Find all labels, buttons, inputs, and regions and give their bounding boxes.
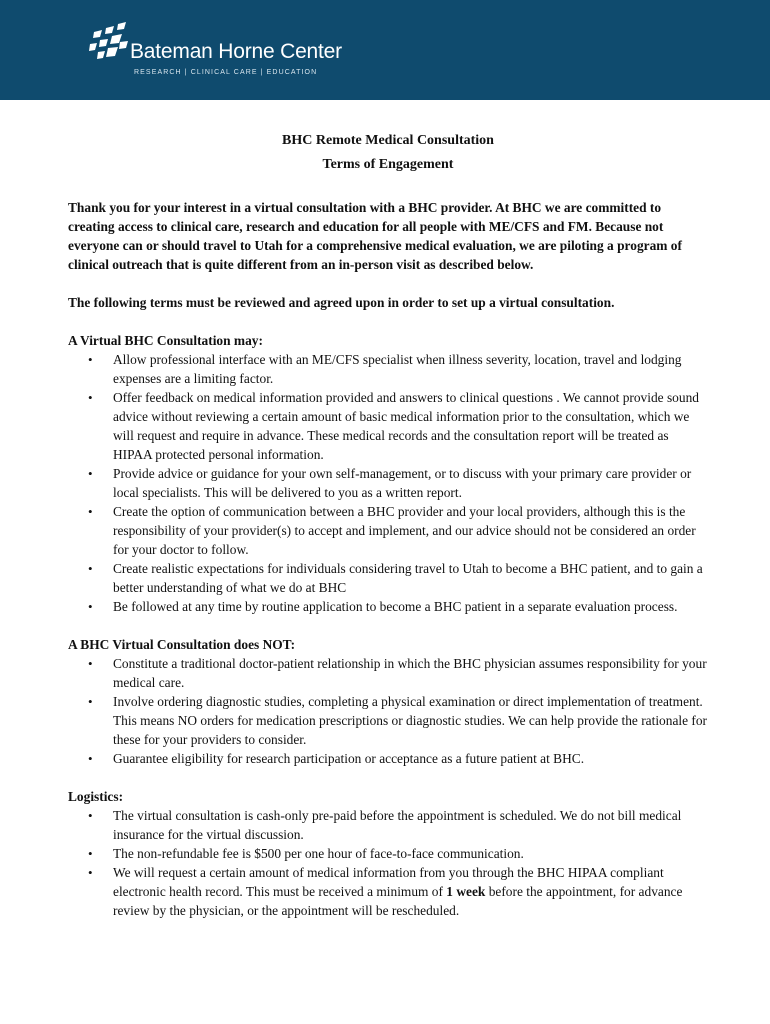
not-item: • Guarantee eligibility for research participation or acceptance as a future patient at BHC.	[113, 749, 708, 768]
logistics-item: • The virtual consultation is cash-only pre-paid before the appointment is scheduled. We do not bill medical insurance for the virtual discussion.	[113, 806, 708, 844]
may-item: • Be followed at any time by routine application to become a BHC patient in a separate evaluation process.	[113, 597, 708, 616]
not-list	[68, 654, 708, 768]
may-list	[68, 350, 708, 616]
logistics-item	[113, 863, 708, 920]
brand-name: Bateman Horne Center	[130, 40, 342, 63]
may-item: • Create realistic expectations for individuals considering travel to Utah to become a BHC patient, and to gain a better understanding of what we do at BHC	[113, 559, 708, 597]
not-heading: A BHC Virtual Consultation does NOT:	[68, 637, 296, 652]
intro-paragraph: Thank you for your interest in a virtual consultation with a BHC provider. At BHC we are committed to creating access to clinical care, research and education for all people with ME/CFS and FM. Because not everyone can or should travel to Utah for a comprehensive medical evaluation, we are piloting a program of clinical outreach that is quite different from an in-person visit as described below.	[68, 200, 682, 272]
logistics-heading: Logistics:	[68, 789, 124, 804]
may-item: • Provide advice or guidance for your own self-management, or to discuss with your primary care provider or local specialists. This will be delivered to you as a written report.	[113, 464, 708, 502]
document-subtitle: Terms of Engagement	[322, 157, 454, 172]
brand-tagline: RESEARCH | CLINICAL CARE | EDUCATION	[134, 69, 318, 76]
header-banner	[0, 0, 770, 100]
logistics-item: • The non-refundable fee is $500 per one hour of face-to-face communication.	[113, 844, 708, 863]
logistics-item-text: before the appointment, for advance review by the physician, or the appointment will be rescheduled.	[113, 884, 683, 918]
may-item: • Create the option of communication between a BHC provider and your local providers, although this is the responsibility of your provider(s) to accept and implement, and our advice should not be considered an order for your doctor to follow.	[113, 502, 708, 559]
logistics-list	[68, 806, 708, 920]
logistics-item-bold: 1 week	[446, 884, 486, 899]
bhc-logo-icon	[88, 22, 136, 64]
may-item: • Allow professional interface with an ME/CFS specialist when illness severity, location, travel and lodging expenses are a limiting factor.	[113, 350, 708, 388]
not-item: • Constitute a traditional doctor-patient relationship in which the BHC physician assumes responsibility for your medical care.	[113, 654, 708, 692]
terms-note: The following terms must be reviewed and agreed upon in order to set up a virtual consultation.	[68, 295, 615, 310]
may-item: • Offer feedback on medical information provided and answers to clinical questions . We cannot provide sound advice without reviewing a certain amount of basic medical information prior to the consultation, which we will request and require in advance. These medical records and the consultation report will be treated as HIPAA protected personal information.	[113, 388, 708, 464]
may-heading: A Virtual BHC Consultation may:	[68, 333, 263, 348]
logistics-item-text: We will request a certain amount of medical information from you through the BHC HIPAA compliant electronic health record. This must be received a minimum of	[113, 865, 664, 899]
document-title: BHC Remote Medical Consultation	[282, 133, 494, 148]
not-item: • Involve ordering diagnostic studies, completing a physical examination or direct implementation of treatment. This means NO orders for medication prescriptions or diagnostic studies. We can help provide the rationale for these for your providers to consider.	[113, 692, 708, 749]
document-body	[68, 129, 708, 920]
